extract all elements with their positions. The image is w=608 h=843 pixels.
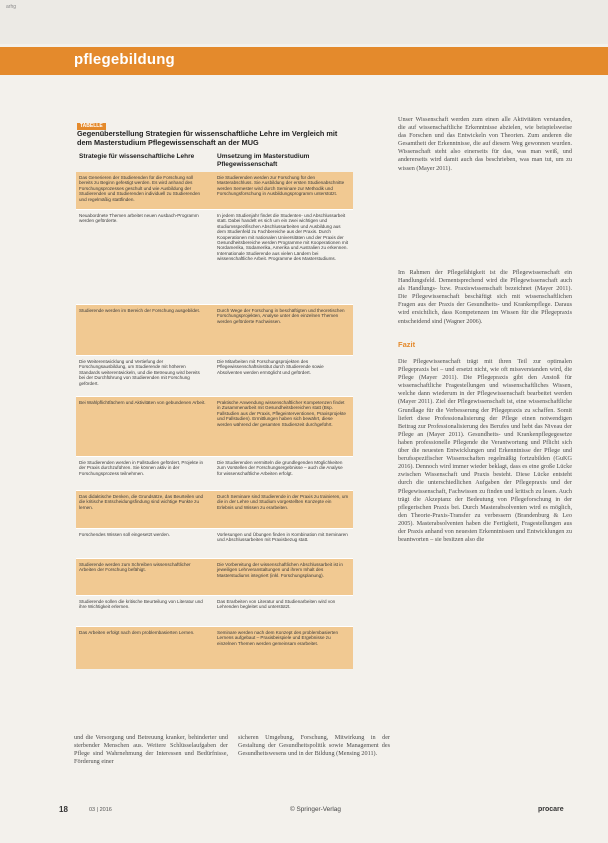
page-footer bbox=[0, 800, 608, 843]
table-cell-implementation: Die Vorbereitung der wissenschaftlichen Abschlussarbeit ist in jeweiligen Lehrveranstaltungen und ihrem Inhalt des Masterstudiums integriert (inkl. Forschungsplanung). bbox=[217, 562, 343, 578]
section-header-bar bbox=[0, 47, 608, 75]
table-row bbox=[76, 210, 353, 304]
table-row bbox=[76, 627, 353, 669]
page-number: 18 bbox=[59, 805, 68, 814]
article-column-bottom-middle bbox=[238, 734, 390, 780]
article-column-bottom-left bbox=[74, 734, 228, 778]
table-cell-implementation: Das Erarbeiten von Literatur und Studienarbeiten wird von Lehrenden begleitet und unterstützt. bbox=[217, 599, 336, 610]
table-cell-strategy: Bei Wahlpflichtfächern und Aktivitäten von gebundenen Arbeit. bbox=[79, 400, 206, 405]
issue-label: 03 | 2016 bbox=[89, 807, 112, 813]
table-row bbox=[76, 305, 353, 355]
article-column-right-fazit bbox=[398, 358, 572, 770]
table-cell-implementation: Praktische Anwendung wissenschaftlicher Kompetenzen findet in Zusammenarbeit mit Gesundheitsbereichen statt (Bsp. Fallstudien aus der Praxis, Pflegeinterventionen, Praxisprojekte und Fallstudien). Ermittlungen haben sich bewährt, diese werden während der gesamten Studienzeit durchgeführt. bbox=[217, 400, 346, 427]
table-cell-strategy: Die Weiterentwicklung und Vertiefung der Forschungsausbildung, um Studierende mit höheren Standards weiterentwickeln, und die Betreuung wird bereits bei der Durchführung von Studierenden mit Forschung gefördert. bbox=[79, 359, 200, 386]
table-cell-strategy: Studierende werden im Bereich der Forschung ausgebildet. bbox=[79, 308, 201, 313]
corner-mark: arhg bbox=[6, 4, 17, 10]
table-cell-strategy: Das didaktische Denken, die Grundsätze, das Beurteilen und die kritische Entscheidungsfindung sind wichtige Punkte zu lernen. bbox=[79, 494, 204, 510]
table-cell-implementation: Seminare werden nach dem Konzept des problembasierten Lernens aufgebaut – Praxisbeispiele und Ergebnisse zu einzelnen Themen werden gemeinsam erarbeitet. bbox=[217, 630, 339, 646]
table-cell-strategy: Forschendes Wissen soll eingesetzt werden. bbox=[79, 532, 170, 537]
table-cell-strategy: Das Arbeiten erfolgt nach dem problembasierten Lernen. bbox=[79, 630, 195, 635]
article-paragraph: Unser Wissenschaft werden zum einen alle Aktivitäten verstanden, die auf wissenschaftliche Erkenntnisse abzielen, wie beispielsweise das Forschen und das Entwickeln von Theorien. Zum anderen die Gesamtheit der Erkenntnisse, die auf diesem Weg gewonnen wurden. Wissenschaft steht also einerseits für das, was man weiß, und andererseits wird damit auch das beschrieben, was man tut, um zu wissen (Mayer 2011). bbox=[398, 116, 572, 172]
column-header-master: Umsetzung im Masterstudium Pflegewissenschaft bbox=[217, 153, 310, 168]
table-cell-strategy: Neuabordnete Themen arbeitet neuen Ausbach-Programm werden geförderte. bbox=[79, 213, 199, 224]
article-paragraph: sicheren Umgebung, Forschung, Mitwirkung in der Gestaltung der Gesundheitspolitik sowie Management des Gesundheitswesens und in der Bildung (Mensing 2011). bbox=[238, 734, 390, 758]
article-paragraph: und die Versorgung und Betreuung kranker, behinderter und sterbender Menschen aus. Weitere Schlüsselaufgaben der Pflege sind Wahrnehmung der Interessen und Bedürfnisse, Förderung einer bbox=[74, 734, 228, 766]
comparison-table bbox=[74, 117, 355, 722]
table-cell-implementation: Die Studierenden vermitteln die grundlegenden Möglichkeiten zum Vorstellen der Forschungsergebnisse – auch die Analyse für wissenschaftliche Arbeiten erfolgt. bbox=[217, 460, 343, 476]
column-header-strategy: Strategie für wissenschaftliche Lehre bbox=[79, 153, 195, 160]
table-cell-implementation: Durch Seminare sind Studierende in der Praxis zu trainieren, um die in der Lehre und Studium vorgestellten Konzepte ein Erlebnis und Wissen zu erarbeiten. bbox=[217, 494, 349, 510]
table-caption: Gegenüberstellung Strategien für wissenschaftliche Lehre im Vergleich mit dem Masterstudium Pflegewissenschaft an der MUG bbox=[77, 129, 338, 147]
top-margin bbox=[0, 0, 608, 44]
table-row bbox=[76, 596, 353, 626]
table-row bbox=[76, 559, 353, 595]
table-label: TABELLE bbox=[77, 123, 106, 130]
table-row bbox=[76, 172, 353, 209]
section-title: pflegebildung bbox=[74, 51, 175, 68]
journal-name: procare bbox=[538, 806, 564, 813]
table-row bbox=[76, 356, 353, 396]
table-cell-implementation: Die Studierenden werden zur Forschung für den Masterabschluss. Sie Ausbildung der ersten Studienabschnitte werden Semester wird durch Seminare zur Methodik und Forschungsforschung in Ausbildungsprogramm unterstützt. bbox=[217, 175, 345, 197]
table-cell-implementation: Vorlesungen und Übungen finden in Kombination mit Seminaren und Abschlussarbeiten mit Praxisbezug statt. bbox=[217, 532, 348, 543]
table-row bbox=[76, 397, 353, 456]
table-cell-strategy: Studierende sollen die kritische Beurteilung von Literatur und ihre Wichtigkeit erlernen. bbox=[79, 599, 203, 610]
table-cell-strategy: Das Generieren der Studierenden für die Forschung soll bereits zu Beginn gefestigt werden. Es wird anhand des Forschungsprozesses geschult und wie Ausbildung der Studierenden und Studierenden individuell zu Studierenden und regelmäßig stattfinden. bbox=[79, 175, 201, 202]
table-cell-implementation: Die Mitarbeiten mit Forschungsprojekten des Pflegewissenschaftsinstitut durch Studierende sowie Absolventen werden ermöglicht und gefördert. bbox=[217, 359, 324, 375]
table-row bbox=[76, 529, 353, 558]
fazit-heading: Fazit bbox=[398, 340, 416, 349]
table-row bbox=[76, 491, 353, 528]
article-paragraph: Im Rahmen der Pflegefähigkeit ist die Pflegewissenschaft ein Handlungsfeld. Dementsprechend wird die Pflegewissenschaft auch als Handlungs- bzw. Praxiswissenschaft bezeichnet (Mayer 2011). Die Pflegewissenschaft beschäftigt sich mit wissenschaftlichen Fragen aus der Praxis der Gesundheits- und Krankenpflege. Daraus wird ersichtlich, dass Kompetenzen im Wissen für die Pflegepraxis entscheidend sind (Wagner 2006). bbox=[398, 269, 572, 325]
table-cell-implementation: In jedem Studienjahr findet die Studenten- und Abschlussarbeit statt. Dabei handelt es sich um ein zwei wichtigen und studiumsspezifischen Abschlussarbeiten und Ausbildung aus dem Studienfeld zu Fachbereiche aus der Praxis. Durch Kooperationen mit nationalen Universitäten und der Praxis der Gesundheitsbereiche werden Programme mit Kooperationen mit Nordamerika, Südamerika, Amerika und Australien zu erkennen. Internationale Studierende aus vielen Ländern bei wissenschaftliche Arbeit. Programme des Masterstudiums. bbox=[217, 213, 348, 262]
table-cell-implementation: Durch Wege der Forschung in beschäftigten und theoretischen Forschungsprojekten, Analyse unter den einzelnen Themen werden geförderte Fachwissen. bbox=[217, 308, 345, 324]
table-cell-strategy: Studierende werden zum Schreiben wissenschaftlicher Arbeiten der Forschung befähigt. bbox=[79, 562, 191, 573]
publisher-label: © Springer-Verlag bbox=[290, 806, 341, 813]
article-paragraph: Die Pflegewissenschaft trägt mit ihren Teil zur optimalen Pflegepraxis bei – und ersetzt nicht, wie oft missverstanden wird, die Pflege (Mayer 2011). Die Pflegepraxis gibt den Anstoß für wissenschaftliche Fragestellungen und wissenschaftliches Wissen, welche dann wiederum in der Pflegewissenschaft bearbeitet werden (Mayer 2011). Ziel der Pflegewissenschaft ist, eine wissenschaftliche Grundlage für die Verbesserung der Pflegepraxis zu schaffen. Somit liefert diese Professionalisierung der Pflege einen notwendigen Beitrag zur Professionalisierung des Berufes und hebt das Niveau der Pflege an (Mayer 2011). Gesundheits- und Krankenpflegegesetze haben professionelle Pflegende die Verantwortung und Pflicht sich über die neuesten Entwicklungen und Erkenntnisse der Pflege und berufsspezifischer Wissenschaften regelmäßig fortzubilden (GuKG 2016). Dennoch wird immer wieder beklagt, dass es eine große Lücke zwischen Wissenschaft und Praxis besteht. Diese Lücke entsteht durch die unterschiedlichen Aufgaben der Pflegepraxis und der Pflegewissenschaft, Fachwissen zu finden und kritisch zu lesen. Auch trägt die Akzeptanz der Bedeutung von Pflegeforschung in der pflegerischen Praxis bei. Durch Masterabsolventen wird es möglich, den Theorie-Praxis-Transfer zu verbessern (Brandenburg & Leo 2005). Masterabsolventen haben die Fertigkeit, Fragestellungen aus der Praxis anhand von neuesten Erkenntnissen und Entwicklungen zu beantworten – sie besitzen also die bbox=[398, 358, 572, 544]
table-cell-strategy: Die Studierenden werden in Fallstudien gefördert, Projekte in der Praxis durchzuführen. Sie können aktiv in der Forschungsprozess teilnehmen. bbox=[79, 460, 204, 476]
table-row bbox=[76, 457, 353, 490]
